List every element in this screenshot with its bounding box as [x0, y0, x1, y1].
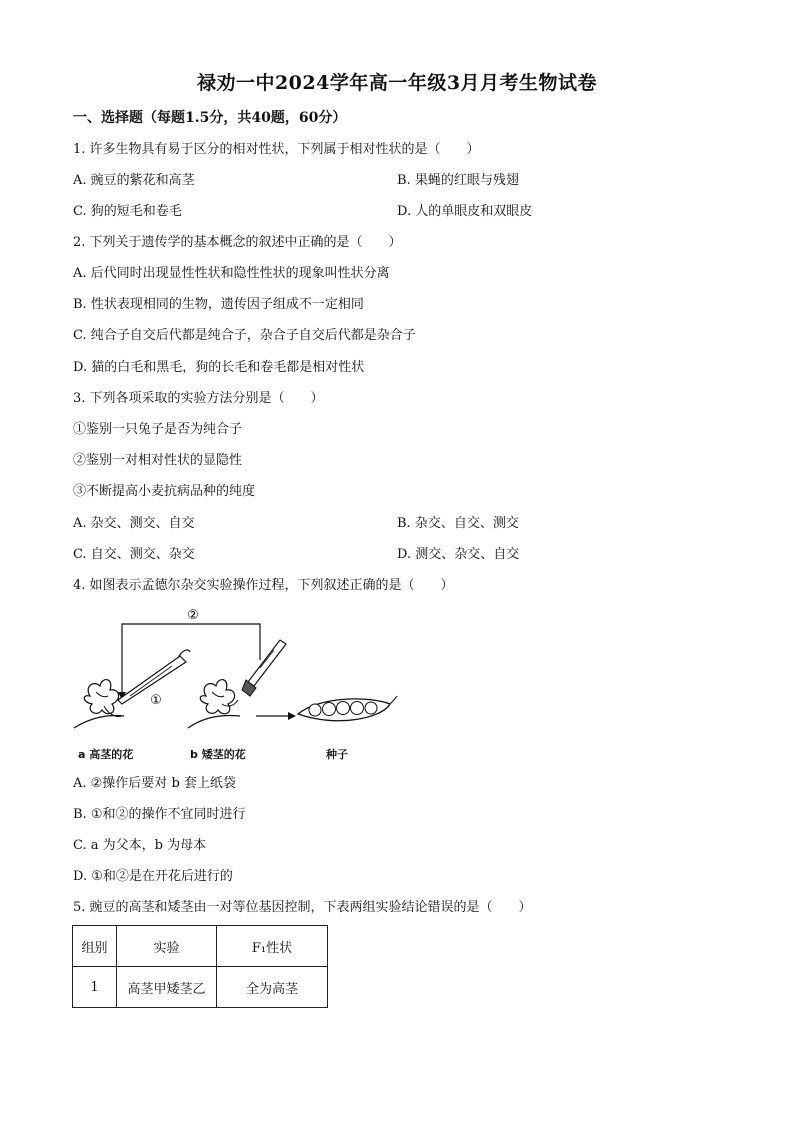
q5-stem: 5. 豌豆的高茎和矮茎由一对等位基因控制，下表两组实验结论错误的是（ ）	[73, 900, 532, 915]
q4-option-d: D. ①和②是在开花后进行的	[73, 869, 233, 884]
q3-option-d: D. 测交、杂交、自交	[397, 547, 520, 562]
exam-title: 禄劝一中2024学年高一年级3月月考生物试卷	[196, 72, 598, 94]
q5-results-table	[72, 925, 328, 1008]
q2-option-d: D. 猫的白毛和黑毛，狗的长毛和卷毛都是相对性状	[73, 360, 365, 375]
q2-stem: 2. 下列关于遗传学的基本概念的叙述中正确的是（ ）	[73, 235, 402, 250]
q3-item-1: ①鉴别一只兔子是否为纯合子	[73, 422, 243, 437]
q3-stem: 3. 下列各项采取的实验方法分别是（ ）	[73, 391, 324, 406]
q2-option-c: C. 纯合子自交后代都是纯合子，杂合子自交后代都是杂合子	[73, 328, 416, 343]
caption-seed: 种子	[326, 748, 348, 761]
q1-option-b: B. 果蝇的红眼与残翅	[397, 173, 519, 188]
table-cell-f1-trait: 全为高茎	[217, 967, 328, 1008]
q1-option-d: D. 人的单眼皮和双眼皮	[397, 204, 533, 219]
pea-pod-icon	[298, 696, 397, 721]
label-operation-2: ②	[187, 608, 199, 623]
table-header-row	[73, 926, 328, 967]
table-cell-group: 1	[73, 967, 117, 1008]
caption-short-flower: b 矮茎的花	[190, 748, 246, 761]
short-flower-icon	[188, 680, 240, 728]
q4-option-c: C. a 为父本，b 为母本	[73, 838, 207, 853]
tall-flower-icon	[74, 680, 124, 728]
label-operation-1: ①	[150, 693, 162, 708]
result-arrowhead	[288, 712, 296, 720]
q1-option-c: C. 狗的短毛和卷毛	[73, 204, 182, 219]
cross-diagram-svg	[70, 600, 400, 770]
q2-option-b: B. 性状表现相同的生物，遗传因子组成不一定相同	[73, 297, 364, 312]
section-heading: 一、选择题（每题1.5分，共40题，60分）	[73, 110, 347, 126]
q2-option-a: A. 后代同时出现显性性状和隐性性状的现象叫性状分离	[73, 266, 390, 281]
q3-option-a: A. 杂交、测交、自交	[73, 516, 195, 531]
q1-stem: 1. 许多生物具有易于区分的相对性状，下列属于相对性状的是（ ）	[73, 142, 480, 157]
brush-icon	[242, 640, 286, 696]
mendel-cross-diagram	[70, 600, 400, 770]
q3-item-2: ②鉴别一对相对性状的显隐性	[73, 453, 243, 468]
q3-option-b: B. 杂交、自交、测交	[397, 516, 519, 531]
table-row	[73, 967, 328, 1008]
caption-tall-flower: a 高茎的花	[78, 748, 134, 761]
q4-option-a: A. ②操作后要对 b 套上纸袋	[73, 776, 236, 791]
table-header-group: 组别	[73, 926, 117, 967]
q3-option-c: C. 自交、测交、杂交	[73, 547, 195, 562]
table-header-f1-trait: F₁性状	[217, 926, 328, 967]
table-header-experiment: 实验	[117, 926, 217, 967]
q1-option-a: A. 豌豆的紫花和高茎	[73, 173, 195, 188]
q3-item-3: ③不断提高小麦抗病品种的纯度	[73, 484, 256, 499]
table-cell-experiment: 高茎甲矮茎乙	[117, 967, 217, 1008]
q4-stem: 4. 如图表示孟德尔杂交实验操作过程，下列叙述正确的是（ ）	[73, 578, 454, 593]
q4-option-b: B. ①和②的操作不宜同时进行	[73, 807, 246, 822]
